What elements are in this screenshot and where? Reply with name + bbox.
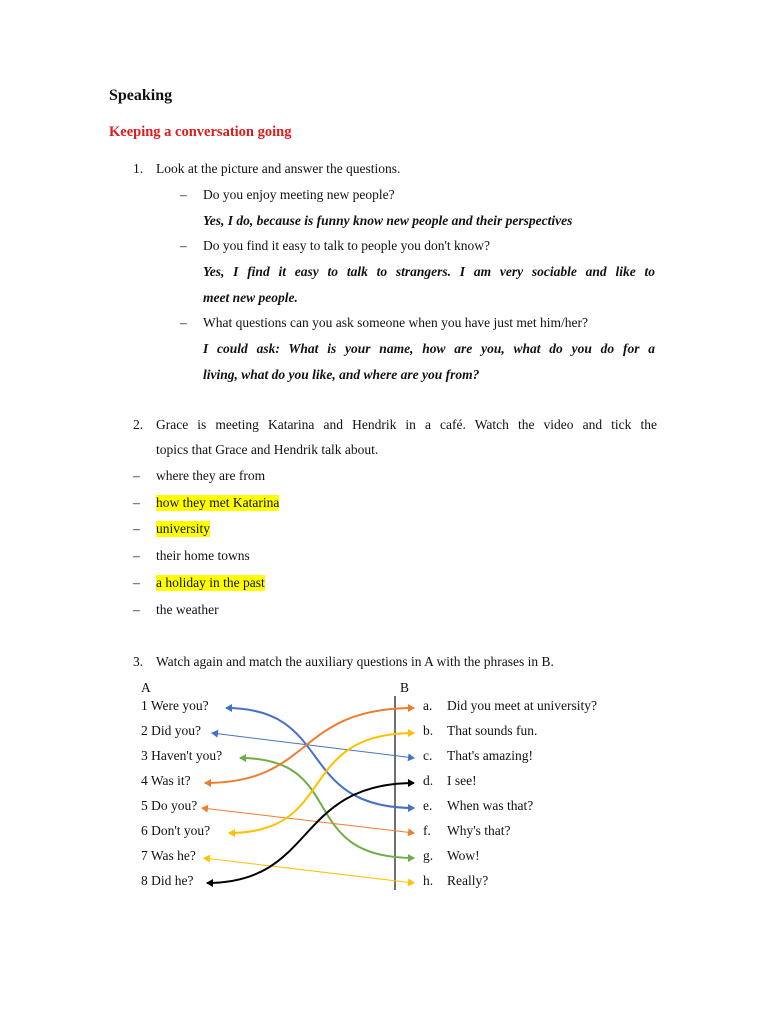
col-b-item: That's amazing! [447, 748, 534, 763]
q2-text-line1: Grace is meeting Katarina and Hendrik in a café. Watch the video and tick the [156, 417, 657, 432]
col-a-item: 3 Haven't you? [141, 748, 223, 763]
q2-number: 2. [133, 417, 144, 432]
q1-item2-question: Do you find it easy to talk to people you don't know? [203, 238, 491, 253]
q1-item2-dash: – [180, 238, 187, 253]
q1-item3-question: What questions can you ask someone when you have just met him/her? [203, 315, 589, 330]
q1-item2-answer-line1: Yes, I find it easy to talk to strangers. I am very sociable and like to [203, 264, 655, 279]
col-b-letter: g. [423, 848, 434, 863]
topic-item-highlighted: how they met Katarina [156, 495, 280, 510]
match-arrow-7-h [204, 858, 414, 883]
col-a-item: 2 Did you? [141, 723, 201, 738]
col-b-item: That sounds fun. [447, 723, 538, 738]
col-a-item: 7 Was he? [141, 848, 196, 863]
col-b-letter: b. [423, 723, 434, 738]
col-b-letter: d. [423, 773, 434, 788]
topic-dash: – [133, 602, 140, 617]
topic-dash: – [133, 495, 140, 510]
col-b-letter: a. [423, 698, 433, 713]
col-b-letter: c. [423, 748, 433, 763]
col-b-letter: f. [423, 823, 431, 838]
q1-item3-dash: – [180, 315, 187, 330]
topic-item-highlighted: university [156, 521, 210, 536]
col-b-letter: e. [423, 798, 433, 813]
q3-text: Watch again and match the auxiliary questions in A with the phrases in B. [156, 654, 554, 669]
topic-dash: – [133, 548, 140, 563]
q3-number: 3. [133, 654, 144, 669]
q1-item3-answer-line2: living, what do you like, and where are you from? [203, 367, 480, 382]
column-b-label: B [400, 680, 410, 695]
page-title: Speaking [109, 87, 173, 104]
topic-item: the weather [156, 602, 219, 617]
column-a-label: A [141, 680, 151, 695]
col-a-item: 6 Don't you? [141, 823, 211, 838]
col-a-item: 8 Did he? [141, 873, 194, 888]
topic-dash: – [133, 468, 140, 483]
topic-item: where they are from [156, 468, 266, 483]
col-a-item: 1 Were you? [141, 698, 209, 713]
col-b-item: Really? [447, 873, 489, 888]
q1-item3-answer-line1: I could ask: What is your name, how are you, what do you do for a [203, 341, 655, 356]
col-b-item: Why's that? [447, 823, 511, 838]
match-arrow-5-f [202, 808, 414, 833]
col-a-item: 4 Was it? [141, 773, 191, 788]
col-b-item: Wow! [447, 848, 480, 863]
topic-dash: – [133, 575, 140, 590]
topic-item-highlighted: a holiday in the past [156, 575, 265, 590]
col-a-item: 5 Do you? [141, 798, 198, 813]
col-b-letter: h. [423, 873, 434, 888]
section-subtitle: Keeping a conversation going [109, 124, 292, 140]
q1-item1-answer: Yes, I do, because is funny know new people and their perspectives [203, 213, 573, 228]
topic-item: their home towns [156, 548, 250, 563]
q1-text: Look at the picture and answer the questions. [156, 161, 401, 176]
q1-item1-question: Do you enjoy meeting new people? [203, 187, 395, 202]
col-b-item: When was that? [447, 798, 534, 813]
topic-dash: – [133, 521, 140, 536]
q1-item2-answer-line2: meet new people. [203, 290, 298, 305]
q2-text-line2: topics that Grace and Hendrik talk about. [156, 442, 379, 457]
col-b-item: Did you meet at university? [447, 698, 597, 713]
q1-item1-dash: – [180, 187, 187, 202]
col-b-item: I see! [447, 773, 477, 788]
q1-number: 1. [133, 161, 144, 176]
